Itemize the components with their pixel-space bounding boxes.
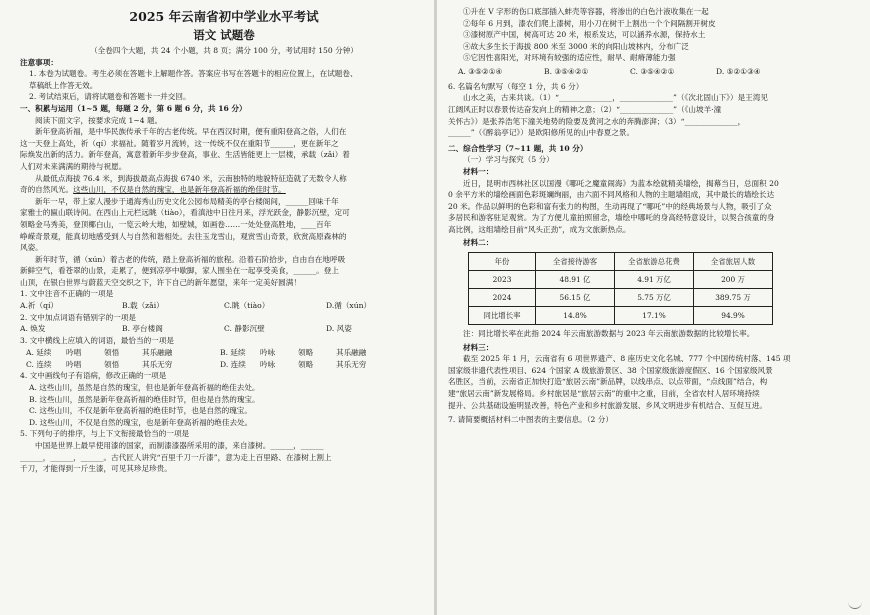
- q1-stem: 1. 文中注音不正确的一项是: [20, 289, 114, 299]
- q3-option-d[interactable]: D. 连续: [220, 359, 246, 369]
- passage-line: 新年登高祈福，是中华民族传承千年的古老传统。早在西汉时期，便有重阳登高之俗，人们在: [35, 127, 347, 137]
- table-cell: 4.91 万亿: [615, 271, 694, 289]
- q5-item: ③漆树原产中国，树高可达 20 米，根系发达，可以涵养水源，保持水土: [463, 30, 706, 40]
- material3-line: 国家级非遗代表性项目、624 个国家 A 级旅游景区、38 个国家级旅游度假区、16 个国家级风景: [448, 365, 773, 375]
- q2-stem: 2. 文中加点词语有错别字的一项是: [20, 312, 136, 322]
- table-cell: 14.8%: [536, 307, 615, 325]
- q2-option-b[interactable]: B. 亭台楼阁: [122, 324, 163, 334]
- table-cell: 94.9%: [694, 307, 773, 325]
- q3-word: 吟咏: [260, 347, 276, 357]
- q5-option-c[interactable]: C. ③⑤④②①: [630, 66, 675, 76]
- q3-word: 领悟: [104, 347, 120, 357]
- section1-intro: 阅读下面文字，按要求完成 1~4 题。: [35, 115, 163, 125]
- table-row: [469, 307, 773, 325]
- notes-heading: 注意事项：: [20, 57, 58, 67]
- table-cell: 2024: [469, 289, 536, 307]
- section1-heading: 一、积累与运用（1~5 题，每题 2 分，第 6 题 6 分，共 16 分）: [20, 103, 247, 113]
- material1-line: 多居民和游客驻足观赏。为了方便儿童拍照留念，墙绘中哪吒的身高经特意设计，以契合孩童的身: [448, 213, 775, 223]
- material3-line: 名胜区，当前，云南省正加快打造“旅居云南”新品牌，以线串点、以点带面，“点线面”结合，构: [448, 377, 768, 387]
- passage-line: 领略金马秀美，登顶椰白山，一览云岭大地，如壁城，如画卷……一处处登高胜地，____百年: [20, 219, 332, 229]
- q5-item: ①升在 V 字形的伤口底部插入蚌壳等容器，将渗出的白色汁液收集在一起: [463, 7, 709, 16]
- q3-word: 领略: [298, 347, 314, 357]
- q6-line: 山水之美，古来共谈。（1）“______________，______________”（《次北固山下》）是王湾见: [463, 93, 768, 103]
- table-cell: 48.91 亿: [536, 271, 615, 289]
- material3-title: 材料三：: [463, 342, 494, 352]
- material2-title: 材料二：: [463, 238, 494, 248]
- q4-option-d[interactable]: D. 这些山川，不仅是自然的瑰宝，也是新年登高祈福的绝佳去处。: [29, 417, 253, 427]
- pen-mark-icon: [848, 602, 862, 609]
- q3-word: 吟唱: [66, 347, 82, 357]
- q2-option-a[interactable]: A. 焕发: [20, 324, 46, 334]
- q1-options: [20, 300, 428, 312]
- section2-heading: 二、综合性学习（7~11 题，共 10 分）: [448, 143, 588, 153]
- q5-item: ④故大多生长于海拔 800 米至 3000 米的向阳山坡林内，分布广泛: [463, 41, 689, 51]
- q3-stem: 3. 文中横线上应填入的词语，最恰当的一项是: [20, 336, 174, 346]
- q4-option-a[interactable]: A. 这些山川，虽然是自然的瑰宝，但也是新年登高祈福的绝佳去处。: [29, 383, 260, 393]
- table-header: 年份: [469, 253, 536, 271]
- q5-line: ______，______，______。古代匠人讲究“百里千刀一斤漆”，意为走上百里路、在漆树上割上: [20, 452, 332, 462]
- passage-line: 峥嵘奇景观，能真切地感受到人与自然和谐相处。去往玉龙雪山，观赏雪山奇景，欣赏高原森林的: [20, 231, 347, 241]
- q5-option-b[interactable]: B. ③⑤④②①: [544, 66, 589, 76]
- q5-line: 中国是世界上最早使用漆的国家，而制漆漆器所采用的漆，来自漆树。______，______: [35, 441, 324, 450]
- table-header: 全省接待游客: [536, 253, 615, 271]
- material1-line: 近日，昆明市西林社区以国漫《哪吒之魔童闹海》为蓝本绘就精美墙绘，揭幕当日，总面积 20: [463, 178, 779, 188]
- q6-stem: 6. 名篇名句默写（每空 1 分，共 6 分）: [448, 81, 584, 91]
- table-header: 全省旅游总花费: [615, 253, 694, 271]
- q6-line: 关怀古》）是张养浩笔下潼关地势的险要及黄河之水的奔腾澎湃；（3）“______________，: [448, 116, 746, 126]
- q3-word: 其乐融融: [142, 347, 173, 357]
- q1-option-a[interactable]: A.祈（qí）: [20, 301, 58, 311]
- passage-line: 人们对未来满满的期待与祝愿。: [20, 161, 127, 171]
- section2-subheading: （一）学习与探究（5 分）: [463, 155, 554, 165]
- q5-option-d[interactable]: D. ⑤②①③④: [716, 66, 761, 76]
- q5-item: ②每年 6 月到，漆农们爬上漆树，用小刀在树干上割出一个个间隔割开树皮: [463, 18, 716, 28]
- q2-options: [20, 323, 428, 335]
- q3-word: 领悟: [104, 359, 120, 369]
- q7-stem: 7. 请简要概括材料二中图表的主要信息。（2 分）: [448, 415, 613, 425]
- material1-line: 20 米。作品以鲜明的色彩和富有张力的构图，生动再现了“哪吒”中的经典场景与人物，吸引了众: [448, 201, 772, 211]
- q3-option-a[interactable]: A. 延续: [26, 347, 52, 357]
- q3-word: 吟唱: [66, 359, 82, 369]
- passage-line: 山顶，在银白世界与蔚蓝天空交织之下，许下自己的新年愿望，来年一定美好圆满！: [20, 277, 301, 287]
- material3-line: 提升、公共基础设施明显改善，特色产业和乡村旅游发展、乡风文明进步有机结合、互促互进。: [448, 400, 767, 410]
- table-cell: 2023: [469, 271, 536, 289]
- q1-option-b[interactable]: B.载（zǎi）: [122, 301, 164, 311]
- q3-word: 其乐无穷: [336, 359, 367, 369]
- q3-options-row-2: [20, 359, 428, 371]
- q3-word: 其乐无穷: [142, 359, 173, 369]
- notes-item: 草稿纸上作答无效。: [29, 80, 98, 90]
- paper-title: 语文 试题卷: [193, 28, 255, 42]
- table-row: [469, 289, 773, 307]
- q5-item: ⑤它因性喜阳光，对环境有较强的适应性，耐旱、耐瘠薄能力强: [463, 53, 676, 63]
- passage-line: 际焕发出新的活力。新年登高，寓意着新年步步登高，事业、生活皆能更上一层楼，承载（zǎi）着: [20, 150, 350, 160]
- q4-option-b[interactable]: B. 这些山川，虽然是新年登高祈福的绝佳时节，但也是自然的瑰宝。: [29, 394, 260, 404]
- notes-item: 1. 本卷为试题卷。考生必须在答题卡上解题作答。答案应书写在答题卡的相应位置上，在试题卷、: [29, 69, 358, 79]
- paper-summary: （全卷四个大题，共 24 个小题，共 8 页；满分 100 分，考试用时 150 分钟）: [90, 46, 358, 55]
- passage-line-underlined: 奇的自然风光。这些山川，不仅是自然的瑰宝，也是新年登高祈福的绝佳时节。: [20, 185, 286, 195]
- passage-line: 从最低点海拔 76.4 米，到海拔最高点海拔 6740 米，云南独特的地貌特征造就了无数令人称: [35, 173, 347, 183]
- q5-line: 千刀，才能得到一斤生漆，可见其珍足珍贵。: [20, 464, 172, 474]
- q5-option-a[interactable]: A. ③⑤②①④: [458, 66, 503, 76]
- q3-options-row-1: [20, 347, 428, 359]
- q3-word: 吟咏: [260, 359, 276, 369]
- passage-line: 新年一早，带上家人漫步于通海秀山历史文化公园布局精美的亭台楼阁间，______回味千年: [35, 196, 339, 206]
- q6-line: 江阔风正时以春景传达奋发向上的精神之意；（2）“______________”（《山坡羊·潼: [448, 104, 722, 114]
- tourism-stats-table: [468, 252, 773, 325]
- exam-title: 2025 年云南省初中学业水平考试: [129, 9, 319, 24]
- material1-line: 0 余平方米的墙绘画面色彩斑斓绚丽，由六面不同风格和人物的主题墙组成，其中最长的墙绘长达: [448, 190, 775, 200]
- q4-option-c[interactable]: C. 这些山川，不仅是新年登高祈福的绝佳时节，也是自然的瑰宝。: [29, 406, 252, 416]
- table-cell: 56.15 亿: [536, 289, 615, 307]
- table-header: 全省旅居人数: [694, 253, 773, 271]
- material1-line: 高比例，这组墙绘目前“风头正劲”，成为文旅新热点。: [448, 224, 631, 234]
- table-cell: 389.75 万: [694, 289, 773, 307]
- material3-line: 截至 2025 年 1 月，云南省有 6 项世界遗产、8 座历史文化名城、777 个中国传统村落、145 项: [463, 354, 791, 364]
- right-page: [436, 0, 870, 615]
- table-cell: 同比增长率: [469, 307, 536, 325]
- q1-option-d[interactable]: D.循（xún）: [326, 301, 372, 311]
- material1-title: 材料一：: [463, 166, 494, 176]
- underlined-sentence: 这些山川，不仅是自然的瑰宝，也是新年登高祈福的绝佳时节。: [73, 185, 286, 195]
- q2-option-d[interactable]: D. 风姿: [326, 324, 352, 334]
- q2-option-c[interactable]: C. 静影沉壁: [224, 324, 265, 334]
- q6-line: ______”（《醉翁亭记》）是欧阳修所见的山中春夏之景。: [448, 128, 635, 138]
- table-header-row: [469, 253, 773, 271]
- q3-option-c[interactable]: C. 连续: [26, 359, 52, 369]
- table-note: 注：同比增长率在此指 2024 年云南旅游数据与 2023 年云南旅游数据的比较增长率。: [463, 329, 755, 339]
- q5-stem: 5. 下列句子的排序，与上下文衔接最恰当的一项是: [20, 429, 190, 439]
- q4-stem: 4. 文中画线句子有语病，修改正确的一项是: [20, 371, 167, 381]
- notes-item: 2. 考试结束后，请将试题卷和答题卡一并交回。: [29, 92, 191, 102]
- reading-passage: [20, 126, 428, 288]
- table-cell: 5.75 万亿: [615, 289, 694, 307]
- table-cell: 200 万: [694, 271, 773, 289]
- passage-line: 新鲜空气，看苍翠的山景，走累了，便到凉亭中歇脚，家人围坐在一起享受美食，______。登上: [20, 266, 339, 276]
- q3-word: 其乐融融: [336, 347, 367, 357]
- q3-option-b[interactable]: B. 延续: [220, 347, 246, 357]
- passage-line: 家雅士的匾山联诗间。在西山上元栏远眺（tiào），看滇池中日往月来，浮光跃金，静影沉壁，定可: [20, 208, 350, 218]
- passage-line: 新年时节，循（xún）着古老的传统，踏上登高祈福的旅程。沿着石阶拾步，自由自在地呼吸: [35, 254, 346, 264]
- q1-option-c[interactable]: C.眺（tiào）: [224, 301, 270, 311]
- passage-line: 风姿。: [20, 243, 43, 253]
- q5-options: [448, 66, 860, 78]
- table-row: [469, 271, 773, 289]
- passage-line: 这一天登上高处，祈（qí）求福祉。随着岁月流转，这一传统不仅在重阳节______，更在新年之: [20, 138, 339, 148]
- q3-word: 领略: [298, 359, 314, 369]
- table-cell: 17.1%: [615, 307, 694, 325]
- material3-line: 建“旅居云南”新发展格局。乡村旅居是“旅居云南”的重中之重，目前，全省农村人居环境持续: [448, 389, 760, 399]
